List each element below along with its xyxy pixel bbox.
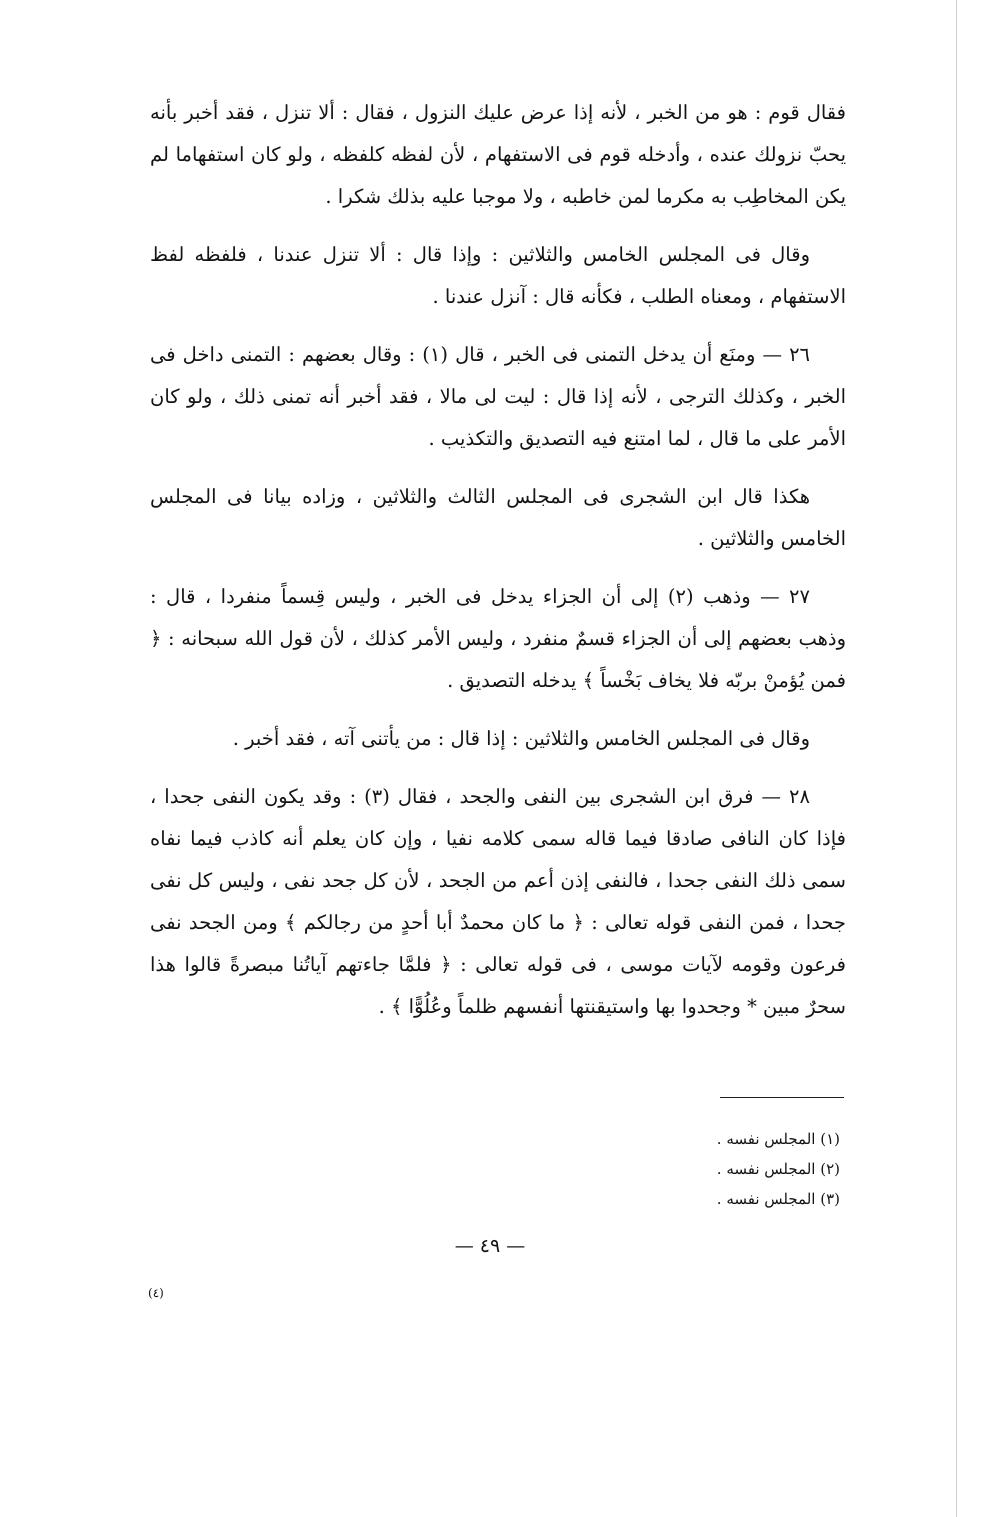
footnote-1: (١) المجلس نفسه . — [716, 1130, 840, 1148]
paragraph-7: ٢٨ — فرق ابن الشجرى بين النفى والجحد ، فقال (٣) : وقد يكون النفى جحدا ، فإذا كان النافى صادقا فيما قاله سمى كلامه نفيا ، وإن كان يعلم أنه كاذب فيما نفاه سمى ذلك النفى جحدا ، فالنفى إذن أعم من الجحد ، لأن كل جحد نفى ، وليس كل نفى جحدا ، فمن النفى قوله تعالى : ﴿ ما كان محمدٌ أبا أحدٍ من رجالكم ﴾ ومن الجحد نفى فرعون وقومه لآيات موسى ، فى قوله تعالى : ﴿ فلمَّا جاءتهم آياتُنا مبصرةً قالوا هذا سحرٌ مبين * وجحدوا بها واستيقنتها أنفسهم ظلماً وعُلُوًّا ﴾ . — [150, 785, 846, 1018]
footnotes — [540, 1124, 840, 1214]
main-text — [150, 92, 846, 1044]
scan-edge-line — [956, 0, 957, 1517]
footnote-divider — [720, 1097, 844, 1098]
paragraph-4: هكذا قال ابن الشجرى فى المجلس الثالث والثلاثين ، وزاده بيانا فى المجلس الخامس والثلاثين . — [150, 485, 846, 550]
paragraph-3: ٢٦ — ومنَع أن يدخل التمنى فى الخبر ، قال (١) : وقال بعضهم : التمنى داخل فى الخبر ، وكذلك الترجى ، لأنه إذا قال : ليت لى مالا ، فقد أخبر أنه تمنى ذلك ، ولو كان الأمر على ما قال ، لما امتنع فيه التصديق والتكذيب . — [150, 343, 846, 450]
footnote-3: (٣) المجلس نفسه . — [716, 1190, 840, 1208]
paragraph-2: وقال فى المجلس الخامس والثلاثين : وإذا قال : ألا تنزل عندنا ، فلفظه لفظ الاستفهام ، ومعناه الطلب ، فكأنه قال : آنزل عندنا . — [150, 243, 846, 308]
paragraph-5: ٢٧ — وذهب (٢) إلى أن الجزاء يدخل فى الخبر ، وليس قِسماً منفردا ، قال : وذهب بعضهم إلى أن الجزاء قسمٌ منفرد ، وليس الأمر كذلك ، لأن قول الله سبحانه : ﴿ فمن يُؤمنْ بربّه فلا يخاف بَخْساً ﴾ يدخله التصديق . — [150, 585, 846, 692]
paragraph-1: فقال قوم : هو من الخبر ، لأنه إذا عرض عليك النزول ، فقال : ألا تنزل ، فقد أخبر بأنه يحبّ نزولك عنده ، وأدخله قوم فى الاستفهام ، لأن لفظه كلفظه ، ولو كان استفهاما لم يكن المخاطِب به مكرما لمن خاطبه ، ولا موجبا عليه بذلك شكرا . — [150, 101, 846, 208]
footnote-2: (٢) المجلس نفسه . — [716, 1160, 840, 1178]
page-number: — ٤٩ — — [454, 1235, 526, 1257]
paragraph-6: وقال فى المجلس الخامس والثلاثين : إذا قال : من يأتنى آته ، فقد أخبر . — [232, 727, 810, 750]
signature-mark: (٤) — [148, 1286, 164, 1300]
